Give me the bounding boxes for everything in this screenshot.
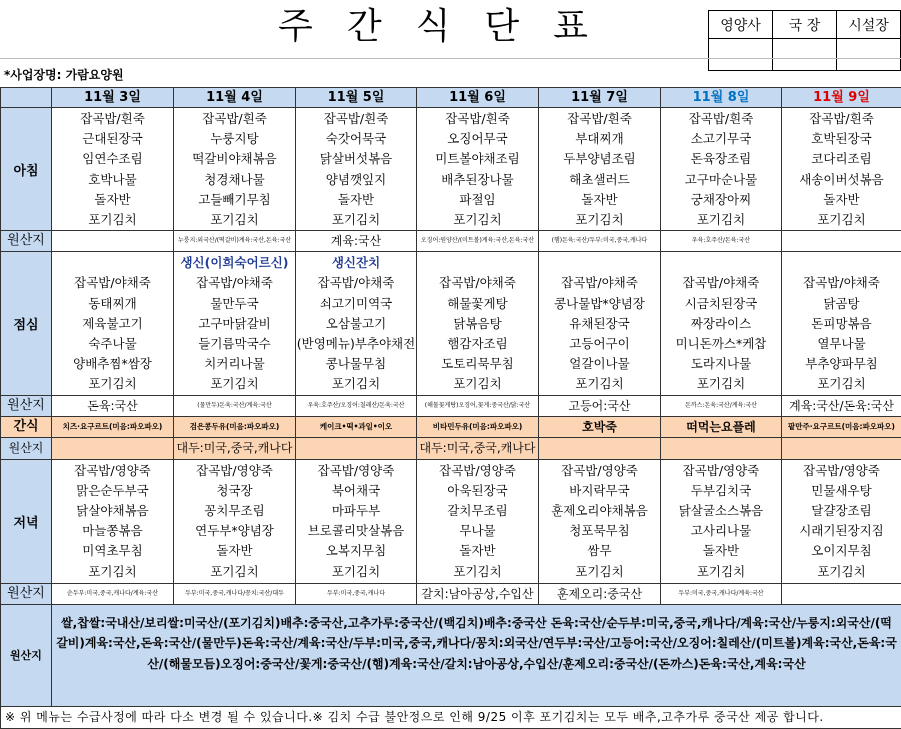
meal-cell-dinner: [52, 459, 174, 583]
menu-item: 돌자반: [782, 190, 901, 210]
row-label-origin: 원산지: [1, 583, 52, 604]
special-event: [539, 253, 660, 273]
menu-item: 열무나물: [782, 334, 901, 354]
menu-item: 햄감자조림: [417, 334, 538, 354]
menu-item: 양배추찜*쌈장: [52, 354, 173, 374]
menu-item: 새송이버섯볶음: [782, 170, 901, 190]
page-title: 주간식단표: [240, 2, 660, 52]
menu-item: 포기김치: [52, 210, 173, 230]
menu-item: 청국장: [174, 481, 295, 501]
meal-cell-dinner: [661, 459, 782, 583]
menu-item: 잡곡밥/영양죽: [296, 461, 416, 481]
menu-item: 고사리나물: [661, 521, 781, 541]
meal-cell-breakfast: [539, 108, 661, 231]
origin-cell: (해물꽃게탕)오징어,꽃게:중국산/닭:국산: [417, 395, 539, 416]
origin-cell: [52, 437, 174, 459]
menu-item: 두부양념조림: [539, 149, 660, 169]
menu-item: 잡곡밥/흰죽: [661, 109, 781, 129]
origin-cell: 계육:국산/돈육:국산: [782, 395, 901, 416]
approval-director: 국 장: [773, 11, 837, 39]
menu-item: 잡곡밥/야채죽: [52, 273, 173, 293]
menu-item: 쌈무: [539, 541, 660, 561]
menu-item: 돌자반: [539, 190, 660, 210]
menu-item: 고등어구이: [539, 334, 660, 354]
menu-item: 포기김치: [296, 562, 416, 582]
origin-cell: 고등어:국산: [539, 395, 661, 416]
menu-item: 돌자반: [174, 541, 295, 561]
origin-cell: 대두:미국,중국,캐나다: [417, 437, 539, 459]
day-header: 11월 5일: [296, 88, 417, 108]
meal-cell-lunch: [539, 252, 661, 395]
menu-item: 돌자반: [661, 541, 781, 561]
menu-item: 잡곡밥/흰죽: [782, 109, 901, 129]
origin-cell: [782, 437, 901, 459]
day-header: 11월 4일: [174, 88, 296, 108]
menu-item: 닭볶음탕: [417, 314, 538, 334]
meal-cell-breakfast: [661, 108, 782, 231]
menu-item: 해초샐러드: [539, 170, 660, 190]
menu-item: 양념깻잎지: [296, 170, 416, 190]
menu-item: 포기김치: [174, 562, 295, 582]
menu-item: 포기김치: [782, 374, 901, 394]
origin-cell: (햄)돈육:국산/두부:미국,중국,캐나다: [539, 231, 661, 252]
day-header-saturday: 11월 8일: [661, 88, 782, 108]
row-label-snack: 간식: [1, 416, 52, 437]
approval-sign-1: [709, 39, 773, 71]
menu-item: 갈치무조림: [417, 501, 538, 521]
menu-item: 달걀장조림: [782, 501, 901, 521]
menu-item: 짜장라이스: [661, 314, 781, 334]
origin-cell: 두부:미국,중국,캐나다/꽁치:국산/대두: [174, 583, 296, 604]
approval-head: 시설장: [837, 11, 901, 39]
divider: [0, 58, 901, 59]
menu-item: 잡곡밥/야채죽: [539, 273, 660, 293]
snack-cell: 비타민두유(미음:파오파오): [417, 416, 539, 437]
meal-cell-dinner: [174, 459, 296, 583]
menu-item: 잡곡밥/야채죽: [661, 273, 781, 293]
menu-item: 무나물: [417, 521, 538, 541]
menu-item: (반영메뉴)부추야채전: [296, 334, 416, 354]
origin-cell: [661, 437, 782, 459]
menu-item: 포기김치: [296, 210, 416, 230]
menu-item: 돈피망볶음: [782, 314, 901, 334]
menu-item: 고구마닭갈비: [174, 314, 295, 334]
origin-cell: 돈육:국산: [52, 395, 174, 416]
origin-cell: 두부:미국,중국,캐나다/계육:국산: [661, 583, 782, 604]
menu-item: 돈육장조림: [661, 149, 781, 169]
menu-item: 부추양파무침: [782, 354, 901, 374]
meal-cell-breakfast: [417, 108, 539, 231]
menu-item: 물만두국: [174, 294, 295, 314]
day-header: 11월 6일: [417, 88, 539, 108]
menu-item: 잡곡밥/영양죽: [417, 461, 538, 481]
menu-item: 잡곡밥/야채죽: [782, 273, 901, 293]
footer-note: ※ 위 메뉴는 수급사정에 따라 다소 변경 될 수 있습니다.※ 김치 수급 불안정으로 인해 9/25 이후 포기김치는 모두 배추,고추가루 중국산 제공 합니다.: [1, 706, 901, 728]
origin-cell: 갈치:남아공상,수입산: [417, 583, 539, 604]
menu-item: 닭살야채볶음: [52, 501, 173, 521]
menu-item: 오징어무국: [417, 129, 538, 149]
origin-cell: [782, 583, 901, 604]
menu-item: 포기김치: [782, 210, 901, 230]
menu-item: 미트볼야채조림: [417, 149, 538, 169]
menu-item: 포기김치: [417, 562, 538, 582]
menu-item: 청경채나물: [174, 170, 295, 190]
meal-cell-lunch: [174, 252, 296, 395]
corner-cell: [1, 88, 52, 108]
menu-item: 바지락무국: [539, 481, 660, 501]
row-label-origin: 원산지: [1, 395, 52, 416]
menu-item: 포기김치: [661, 210, 781, 230]
menu-item: 포기김치: [174, 374, 295, 394]
menu-item: 연두부*양념장: [174, 521, 295, 541]
menu-item: 코다리조림: [782, 149, 901, 169]
origin-cell: [296, 437, 417, 459]
menu-item: 잡곡밥/흰죽: [296, 109, 416, 129]
menu-item: 포기김치: [539, 562, 660, 582]
menu-item: 포기김치: [417, 210, 538, 230]
snack-cell: 호박죽: [539, 416, 661, 437]
menu-item: 잡곡밥/야채죽: [417, 273, 538, 293]
menu-item: 포기김치: [539, 210, 660, 230]
menu-item: 동태찌개: [52, 294, 173, 314]
menu-table: [0, 87, 901, 729]
origin-cell: 돈까스:돈육:국산/계육:국산: [661, 395, 782, 416]
site-name: *사업장명: 가람요양원: [4, 66, 124, 83]
meal-cell-lunch: [661, 252, 782, 395]
menu-item: 잡곡밥/흰죽: [52, 109, 173, 129]
menu-item: 훈제오리야채볶음: [539, 501, 660, 521]
row-label-lunch: 점심: [1, 252, 52, 395]
day-header-row: [1, 88, 901, 108]
row-label-breakfast: 아침: [1, 108, 52, 231]
menu-item: 근대된장국: [52, 129, 173, 149]
menu-item: 시래기된장지짐: [782, 521, 901, 541]
menu-item: 도토리묵무침: [417, 354, 538, 374]
menu-item: 포기김치: [539, 374, 660, 394]
snack-cell: 떠먹는요플레: [661, 416, 782, 437]
menu-item: 북어채국: [296, 481, 416, 501]
menu-item: 도라지나물: [661, 354, 781, 374]
snack-cell: 팥만주·요구르트(미음:파오파오): [782, 416, 901, 437]
menu-item: 해물꽃게탕: [417, 294, 538, 314]
menu-item: 마늘쫑볶음: [52, 521, 173, 541]
origin-cell: [782, 231, 901, 252]
menu-item: 포기김치: [661, 562, 781, 582]
approval-sign-3: [837, 39, 901, 71]
menu-item: 오이지무침: [782, 541, 901, 561]
origin-cell: 계육:국산: [296, 231, 417, 252]
origin-cell: [52, 231, 174, 252]
meal-cell-dinner: [417, 459, 539, 583]
menu-item: 숙주나물: [52, 334, 173, 354]
menu-item: 숙갓어묵국: [296, 129, 416, 149]
special-event: [52, 253, 173, 273]
snack-cell: 케이크•떡•과일•이오: [296, 416, 417, 437]
special-event: 생신잔치: [296, 253, 416, 273]
menu-item: 포기김치: [52, 562, 173, 582]
menu-item: 돌자반: [417, 541, 538, 561]
row-label-origin: 원산지: [1, 437, 52, 459]
menu-item: 시금치된장국: [661, 294, 781, 314]
menu-item: 잡곡밥/흰죽: [417, 109, 538, 129]
row-label-origin-summary: 원산지: [1, 604, 52, 706]
menu-item: 민물새우탕: [782, 481, 901, 501]
menu-item: 콩나물무침: [296, 354, 416, 374]
menu-item: 고구마순나물: [661, 170, 781, 190]
menu-item: 소고기무국: [661, 129, 781, 149]
origin-cell: 누룽지:외국산/(떡갈비)계육:국산,돈육:국산: [174, 231, 296, 252]
origin-cell: 우육:호주산/오징어:칠레산/돈육:국산: [296, 395, 417, 416]
special-event: [661, 253, 781, 273]
approval-nutritionist: 영양사: [709, 11, 773, 39]
day-header: 11월 7일: [539, 88, 661, 108]
menu-item: 포기김치: [661, 374, 781, 394]
menu-item: 임연수조림: [52, 149, 173, 169]
menu-item: 미니돈까스*케찹: [661, 334, 781, 354]
menu-item: 잡곡밥/야채죽: [296, 273, 416, 293]
menu-item: 닭살버섯볶음: [296, 149, 416, 169]
menu-item: 호박나물: [52, 170, 173, 190]
origin-cell: 두부:미국,중국,캐나다: [296, 583, 417, 604]
menu-item: 누룽지탕: [174, 129, 295, 149]
menu-item: 아욱된장국: [417, 481, 538, 501]
approval-box: [708, 10, 901, 71]
menu-item: 파절임: [417, 190, 538, 210]
menu-item: 돌자반: [296, 190, 416, 210]
special-event: 생신(이희숙어르신): [174, 253, 295, 273]
menu-item: 잡곡밥/흰죽: [174, 109, 295, 129]
menu-item: 유채된장국: [539, 314, 660, 334]
menu-item: 맑은순두부국: [52, 481, 173, 501]
menu-item: 돌자반: [52, 190, 173, 210]
meal-cell-dinner: [296, 459, 417, 583]
origin-cell: 순두부:미국,중국,캐나다/계육:국산: [52, 583, 174, 604]
special-event: [417, 253, 538, 273]
origin-cell: 대두:미국,중국,캐나다: [174, 437, 296, 459]
menu-item: 청포묵무침: [539, 521, 660, 541]
menu-item: 호박된장국: [782, 129, 901, 149]
meal-cell-lunch: [782, 252, 901, 395]
menu-item: 얼갈이나물: [539, 354, 660, 374]
menu-item: 닭살굴소스볶음: [661, 501, 781, 521]
menu-item: 부대찌개: [539, 129, 660, 149]
menu-item: 쇠고기미역국: [296, 294, 416, 314]
menu-item: 고들빼기무침: [174, 190, 295, 210]
menu-item: 포기김치: [174, 210, 295, 230]
meal-cell-lunch: [417, 252, 539, 395]
menu-item: 잡곡밥/영양죽: [174, 461, 295, 481]
meal-cell-breakfast: [52, 108, 174, 231]
meal-cell-dinner: [539, 459, 661, 583]
menu-item: 미역초무침: [52, 541, 173, 561]
meal-cell-lunch: [296, 252, 417, 395]
meal-cell-lunch: [52, 252, 174, 395]
menu-item: 배추된장나물: [417, 170, 538, 190]
menu-item: 콩나물밥*양념장: [539, 294, 660, 314]
menu-item: 떡갈비야채볶음: [174, 149, 295, 169]
day-header-sunday: 11월 9일: [782, 88, 901, 108]
menu-item: 제육불고기: [52, 314, 173, 334]
menu-item: 포기김치: [782, 562, 901, 582]
origin-cell: 오징어:원양산/(미트볼)계육:국산,돈육:국산: [417, 231, 539, 252]
origin-cell: [539, 437, 661, 459]
menu-item: 들기름막국수: [174, 334, 295, 354]
menu-item: 잡곡밥/야채죽: [174, 273, 295, 293]
origin-cell: 우육:호주산/돈육:국산: [661, 231, 782, 252]
special-event: [782, 253, 901, 273]
menu-item: 브로콜리맛살볶음: [296, 521, 416, 541]
snack-cell: 치즈·요구르트(미음:파오파오): [52, 416, 174, 437]
meal-cell-breakfast: [782, 108, 901, 231]
menu-item: 오복지무침: [296, 541, 416, 561]
menu-item: 꽁치무조림: [174, 501, 295, 521]
menu-item: 잡곡밥/영양죽: [661, 461, 781, 481]
origin-cell: 훈제오리:중국산: [539, 583, 661, 604]
menu-item: 포기김치: [296, 374, 416, 394]
menu-item: 포기김치: [417, 374, 538, 394]
menu-item: 잡곡밥/흰죽: [539, 109, 660, 129]
menu-item: 치커리나물: [174, 354, 295, 374]
menu-item: 오삼불고기: [296, 314, 416, 334]
meal-cell-breakfast: [174, 108, 296, 231]
menu-item: 두부김치국: [661, 481, 781, 501]
day-header: 11월 3일: [52, 88, 174, 108]
approval-sign-2: [773, 39, 837, 71]
menu-item: 포기김치: [52, 374, 173, 394]
menu-item: 잡곡밥/영양죽: [52, 461, 173, 481]
menu-item: 궁채장아찌: [661, 190, 781, 210]
origin-summary: 쌀,찹쌀:국내산/보리쌀:미국산/(포기김치)배추:중국산,고추가루:중국산/(백김치)배추:중국산 돈육:국산/순두부:미국,중국,캐나다/계육:국산/누룽지:외국산/(떡갈비)계육:국산,돈육:국산/(물만두)돈육:국산/계육:국산/두부:미국,중국,캐나다/꽁치:외국산/연두부:국산/고등어:국산/오징어:칠레산/(미트볼)계육:국산,돈육:국산/(해물모듬)오징어:중국산/꽃게:중국산/(햄)계육:국산/갈치:남아공상,수입산/훈제오리:중국산/(돈까스)돈육:국산,계육:국산: [52, 604, 901, 706]
meal-cell-breakfast: [296, 108, 417, 231]
menu-item: 닭곰탕: [782, 294, 901, 314]
menu-item: 잡곡밥/영양죽: [782, 461, 901, 481]
snack-cell: 검은콩두유(미음:파오파오): [174, 416, 296, 437]
row-label-origin: 원산지: [1, 231, 52, 252]
row-label-dinner: 저녁: [1, 459, 52, 583]
origin-cell: (물만두)돈육:국산/계육:국산: [174, 395, 296, 416]
menu-item: 잡곡밥/영양죽: [539, 461, 660, 481]
meal-cell-dinner: [782, 459, 901, 583]
menu-item: 마파두부: [296, 501, 416, 521]
